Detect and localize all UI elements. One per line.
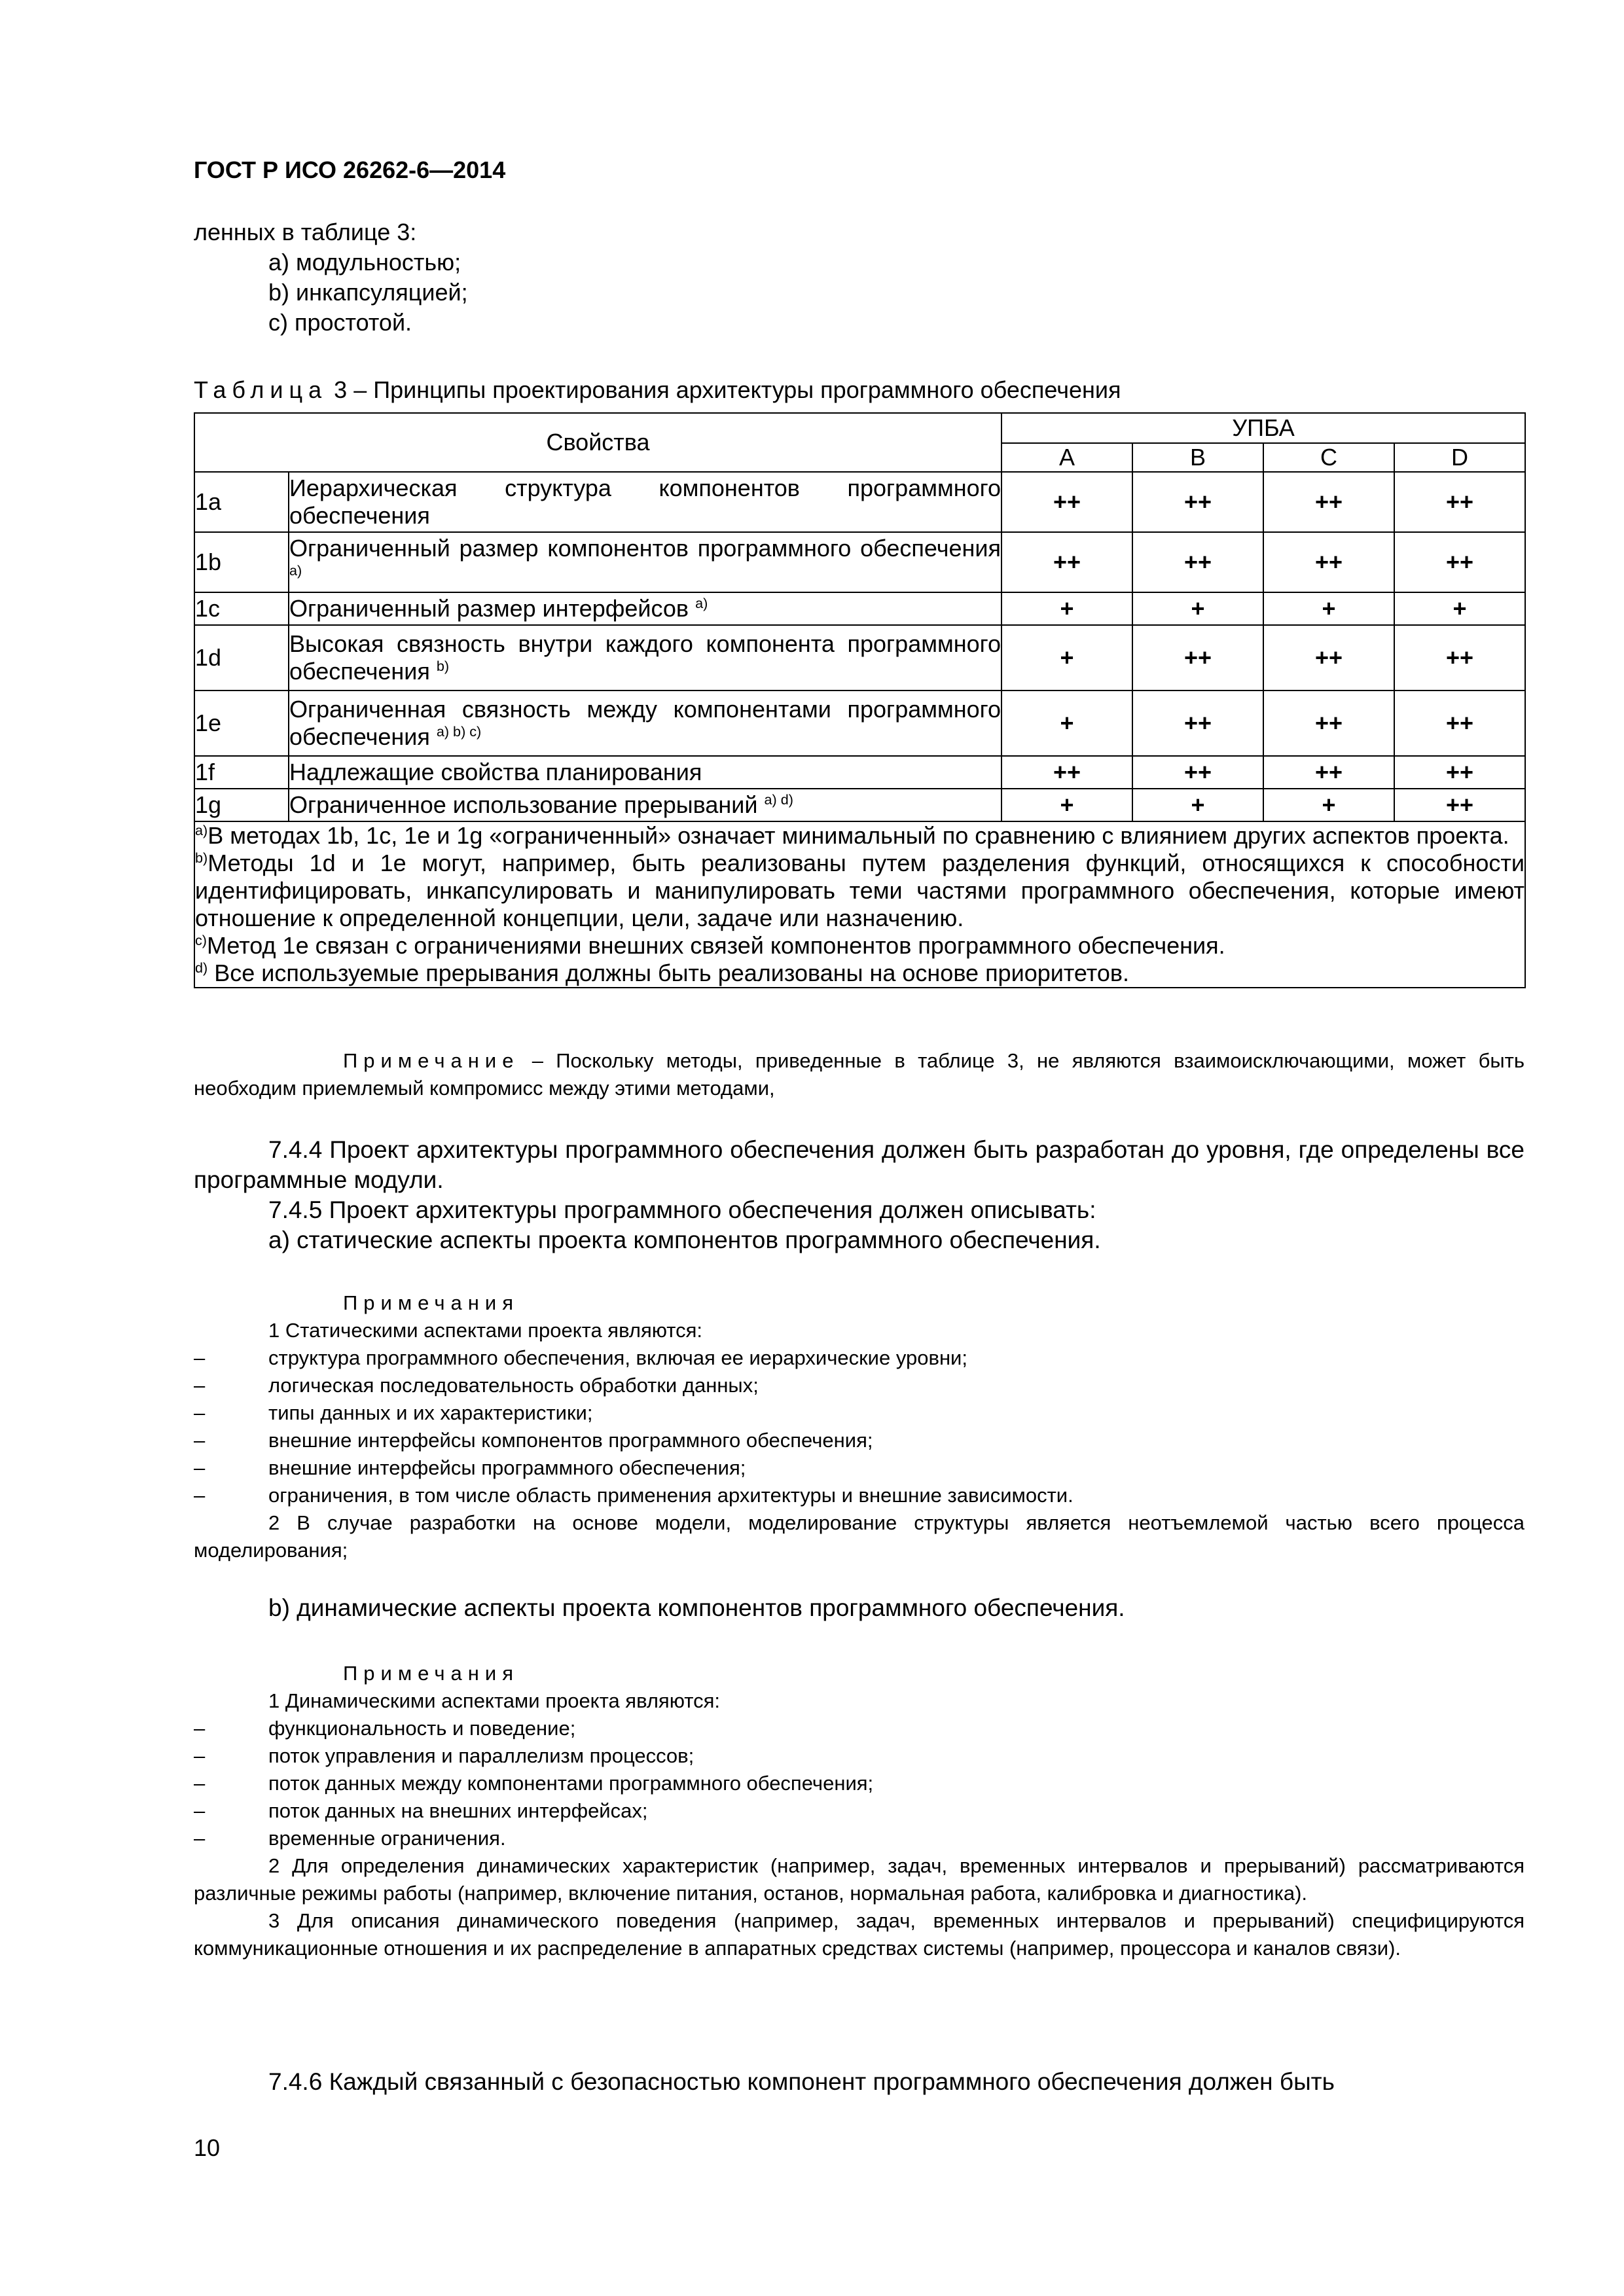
clause-7-4-4: 7.4.4 Проект архитектуры программного обеспечения должен быть разработан до уровня, где определены все программные модули. [194,1136,1525,1193]
intro-list [194,217,468,338]
rating-cell: + [1263,789,1394,821]
header-level-b: B [1132,443,1263,472]
rating-cell: ++ [1263,625,1394,691]
header-properties: Свойства [194,413,1001,472]
footnote-text: Методы 1d и 1e могут, например, быть реализованы путем разделения функций, относящихся к способности идентифицировать, инкапсулировать и манипулировать теми частями программного обеспечения, которые имеют отношение к определенной концепции, цели, задаче или назначению. [195,850,1525,931]
header-upba: УПБА [1001,413,1525,443]
table-row-1e [194,691,1525,756]
rating-cell: ++ [1263,691,1394,756]
footnote-text: Все используемые прерывания должны быть реализованы на основе приоритетов. [208,960,1129,986]
note-text: – Поскольку методы, приведенные в таблице 3, не являются взаимоисключающими, может быть необходим приемлемый компромисс между этими методами, [194,1049,1525,1100]
row-property [289,691,1001,756]
notes-dynamic-3: 3 Для описания динамического поведения (например, задач, временных интервалов и прерываний) специфицируются коммуникационные отношения и их распределение в аппаратных средствах системы (например, процессора и каналов связи). [194,1909,1525,1960]
note-after-table [194,1047,1525,1102]
header-level-c: C [1263,443,1394,472]
row-property [289,625,1001,691]
clause-7-4-5: 7.4.5 Проект архитектуры программного обеспечения должен описывать: [268,1196,1096,1223]
row-id: 1a [194,472,289,532]
notes-static-2: 2 В случае разработки на основе модели, моделирование структуры является неотъемлемой частью всего процесса моделирования; [194,1511,1525,1562]
row-property-text: Ограниченный размер компонентов программного обеспечения [289,535,1001,562]
dash-item: – поток данных между компонентами программного обеспечения; [194,1772,874,1795]
row-property-text: Ограниченное использование прерываний [289,791,758,818]
rating-cell: ++ [1263,472,1394,532]
dash-item: – внешние интерфейсы компонентов программного обеспечения; [194,1429,873,1452]
header-level-a: A [1001,443,1132,472]
table-footnote [195,932,1525,960]
rating-cell: ++ [1132,472,1263,532]
footnote-ref: a) d) [764,791,793,808]
rating-cell: + [1001,625,1132,691]
rating-cell: ++ [1394,625,1525,691]
table-row-1f [194,756,1525,789]
page-number: 10 [194,2134,221,2161]
rating-cell: + [1394,592,1525,625]
table-footnote [195,850,1525,932]
table-caption-text: 3 – Принципы проектирования архитектуры программного обеспечения [334,376,1121,403]
notes-static [194,1289,1525,1564]
rating-cell: ++ [1001,472,1132,532]
notes-static-1: 1 Статическими аспектами проекта являются: [268,1319,703,1342]
footnote-mark: a) [195,822,208,838]
rating-cell: ++ [1263,756,1394,789]
clause-7-4-4-5 [194,1135,1525,1255]
clause-7-4-5-b-wrap [194,1593,1525,1623]
rating-cell: + [1263,592,1394,625]
rating-cell: ++ [1394,691,1525,756]
notes-static-list [194,1344,1525,1509]
intro-item-c: c) простотой. [268,309,412,336]
intro-item-b: b) инкапсуляцией; [268,279,468,306]
rating-cell: ++ [1001,532,1132,592]
row-id: 1g [194,789,289,821]
document-header: ГОСТ Р ИСО 26262-6—2014 [194,156,506,183]
rating-cell: ++ [1132,532,1263,592]
rating-cell: ++ [1394,532,1525,592]
footnote-mark: d) [195,960,208,976]
footnote-text: Метод 1e связан с ограничениями внешних связей компонентов программного обеспечения. [207,932,1225,959]
footnote-ref: a) b) c) [436,723,482,740]
row-property-text: Ограниченный размер интерфейсов [289,595,689,622]
table-caption [194,376,1121,404]
rating-cell: + [1001,691,1132,756]
intro-item-a: a) модульностью; [268,249,461,276]
table-caption-label: Таблица [194,376,328,403]
row-property [289,532,1001,592]
notes-dynamic-label: Примечания [343,1662,519,1685]
table-row-1a [194,472,1525,532]
row-property-text: Иерархическая структура компонентов программного обеспечения [289,475,1001,529]
notes-dynamic-list [194,1715,1525,1852]
notes-dynamic-2: 2 Для определения динамических характеристик (например, задач, временных интервалов и прерываний) рассматриваются различные режимы работы (например, включение питания, останов, нормальная работа, калибровка и диагностика). [194,1854,1525,1905]
dash-item: – внешние интерфейсы программного обеспечения; [194,1456,746,1479]
dash-item: – типы данных и их характеристики; [194,1401,593,1424]
footnote-ref: a) [695,595,708,611]
rating-cell: ++ [1001,756,1132,789]
clause-7-4-6-wrap [194,2067,1525,2097]
row-id: 1f [194,756,289,789]
rating-cell: ++ [1132,625,1263,691]
rating-cell: ++ [1263,532,1394,592]
table-row-1d [194,625,1525,691]
row-property-text: Ограниченная связность между компонентами программного обеспечения [289,696,1001,750]
dash-item: – логическая последовательность обработки данных; [194,1374,759,1397]
table-header-row [194,413,1525,443]
row-property [289,592,1001,625]
row-property [289,472,1001,532]
dash-item: – функциональность и поведение; [194,1717,576,1740]
footnote-ref: b) [436,658,450,674]
clause-7-4-6: 7.4.6 Каждый связанный с безопасностью компонент программного обеспечения должен быть [268,2068,1335,2095]
notes-dynamic-1: 1 Динамическими аспектами проекта являются: [268,1689,721,1712]
clause-7-4-5-a: a) статические аспекты проекта компонентов программного обеспечения. [268,1227,1101,1253]
table-row-1c [194,592,1525,625]
row-property [289,756,1001,789]
table-row-1b [194,532,1525,592]
notes-static-label: Примечания [343,1291,519,1314]
table-footnote [195,960,1525,987]
rating-cell: ++ [1394,756,1525,789]
dash-item: – поток данных на внешних интерфейсах; [194,1799,648,1822]
row-id: 1b [194,532,289,592]
rating-cell: + [1001,592,1132,625]
row-property [289,789,1001,821]
rating-cell: + [1001,789,1132,821]
footnote-text: В методах 1b, 1c, 1e и 1g «ограниченный» означает минимальный по сравнению с влиянием других аспектов проекта. [208,822,1509,849]
table-footnote [195,822,1525,850]
row-id: 1c [194,592,289,625]
rating-cell: ++ [1132,691,1263,756]
clause-7-4-5-b: b) динамические аспекты проекта компонентов программного обеспечения. [268,1594,1125,1621]
table-footnotes-row [194,821,1525,988]
row-id: 1d [194,625,289,691]
footnote-mark: c) [195,932,207,948]
rating-cell: + [1132,592,1263,625]
rating-cell: ++ [1132,756,1263,789]
table-footnotes [194,821,1525,988]
dash-item: – ограничения, в том числе область применения архитектуры и внешние зависимости. [194,1484,1074,1507]
footnote-ref: a) [289,562,302,579]
footnote-mark: b) [195,850,208,866]
principles-table [194,412,1526,988]
dash-item: – поток управления и параллелизм процессов; [194,1744,695,1767]
row-property-text: Надлежащие свойства планирования [289,759,702,785]
notes-dynamic [194,1660,1525,1962]
rating-cell: ++ [1394,789,1525,821]
intro-line: ленных в таблице 3: [194,219,417,245]
table-row-1g [194,789,1525,821]
note-label: Примечание [343,1049,520,1072]
rating-cell: + [1132,789,1263,821]
row-property-text: Высокая связность внутри каждого компонента программного обеспечения [289,630,1001,685]
header-level-d: D [1394,443,1525,472]
dash-item: – временные ограничения. [194,1827,506,1850]
dash-item: – структура программного обеспечения, включая ее иерархические уровни; [194,1346,967,1369]
row-id: 1e [194,691,289,756]
rating-cell: ++ [1394,472,1525,532]
